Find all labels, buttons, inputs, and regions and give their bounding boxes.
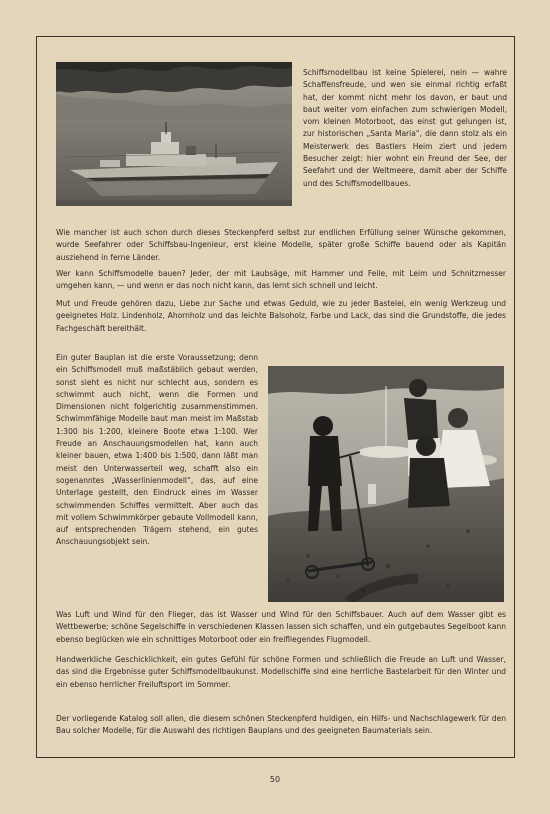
children-photo-graphic bbox=[268, 366, 504, 602]
intro-paragraph: Schiffsmodellbau ist keine Spielerei, nein — wahre Schaffensfreude, und wen sie einmal richtig erfaßt hat, der kommt nicht mehr los davon, er baut und baut weiter vom einfachen zum schwierigen Modell, vom kleinen Motorboot, das einst gut gelungen ist, zur historischen „Santa Maria“, die dann stolz als ein Meisterwerk des Bastlers Heim ziert und jedem Besucher zeigt: hier wohnt ein Freund der See, der Seefahrt und der Weltmeere, damit aber der Schiffe und des Schiffsmodellbaues. bbox=[303, 68, 507, 188]
paragraph-wind-water: Was Luft und Wind für den Flieger, das ist Wasser und Wind für den Schiffsbauer. Auch auf dem Wasser gibt es Wettbewerbe; schöne Segelschiffe in verschiedenen Klassen lassen sich schaffen, und ein gutgebautes Segelboot kann ebenso beglücken wie ein schnittiges Motorboot oder ein freifliegendes Flugmodell. bbox=[56, 610, 506, 644]
page-number: 50 bbox=[269, 775, 281, 784]
children-boats-photo bbox=[268, 366, 504, 602]
paragraph-building-plan: Ein guter Bauplan ist die erste Voraussetzung; denn ein Schiffsmodell muß maßstäblich gebaut werden, sonst sieht es nicht nur schlecht aus, sondern es schwimmt auch nicht, wenn die Formen und Dimensionen nicht folgerichtig zusammenstimmen. Schwimmfähige Modelle baut man meist im Maßstab 1:300 bis 1:200, kleinere Boote etwa 1:100. Wer Freude an Anschauungsmodellen hat, kann auch kleiner bauen, etwa 1:400 bis 1:500, dann läßt man meist den Unterwasserteil weg, schafft also ein sogenanntes „Wasserlinienmodell“, das, auf eine Unterlage gestellt, den Eindruck eines im Wasser schwimmenden Schiffes vermittelt. Aber auch das mit vollem Schwimmkörper gebaute Vollmodell kann, auf entsprechenden Trägern stehend, ein gutes Anschauungsobjekt sein. bbox=[56, 353, 258, 547]
ship-model-photo bbox=[56, 62, 292, 206]
ship-photo-graphic bbox=[56, 62, 292, 206]
paragraph-craftsmanship: Handwerkliche Geschicklichkeit, ein gutes Gefühl für schöne Formen und schließlich die Freude an Luft und Wasser, das sind die Ergebnisse guter Schiffsmodellbaukunst. Modellschiffe sind eine herrliche Bastelarbeit für den Winter und ein ebenso herrlicher Freiluftsport im Sommer. bbox=[56, 655, 506, 689]
paragraph-who-can-build: Wer kann Schiffsmodelle bauen? Jeder, der mit Laubsäge, mit Hammer und Feile, mit Leim und Schnitzmesser umgehen kann, — und wenn er das noch nicht kann, das lernt sich schnell und leicht. bbox=[56, 269, 506, 291]
paragraph-hobby-career: Wie mancher ist auch schon durch dieses Steckenpferd selbst zur endlichen Erfüllung seiner Wünsche gekommen, wurde Seefahrer oder Schiffsbau-Ingenieur, erst kleine Modelle, später große Schiffe bauend oder als Kapitän ausziehend in ferne Länder. bbox=[56, 228, 506, 262]
paragraph-materials: Mut und Freude gehören dazu, Liebe zur Sache und etwas Geduld, wie zu jeder Bastelei, ein wenig Werkzeug und geeignetes Holz. Lindenholz, Ahornholz und das leichte Balsoholz, Farbe und Lack, das sind die Grundstoffe, die jedes Fachgeschäft bereithält. bbox=[56, 299, 506, 333]
paragraph-catalog-purpose: Der vorliegende Katalog soll allen, die diesem schönen Steckenpferd huldigen, ein Hilfs- und Nachschlagewerk für den Bau solcher Modelle, für die Auswahl des richtigen Bauplans und des geeigneten Baumaterials sein. bbox=[56, 714, 506, 736]
